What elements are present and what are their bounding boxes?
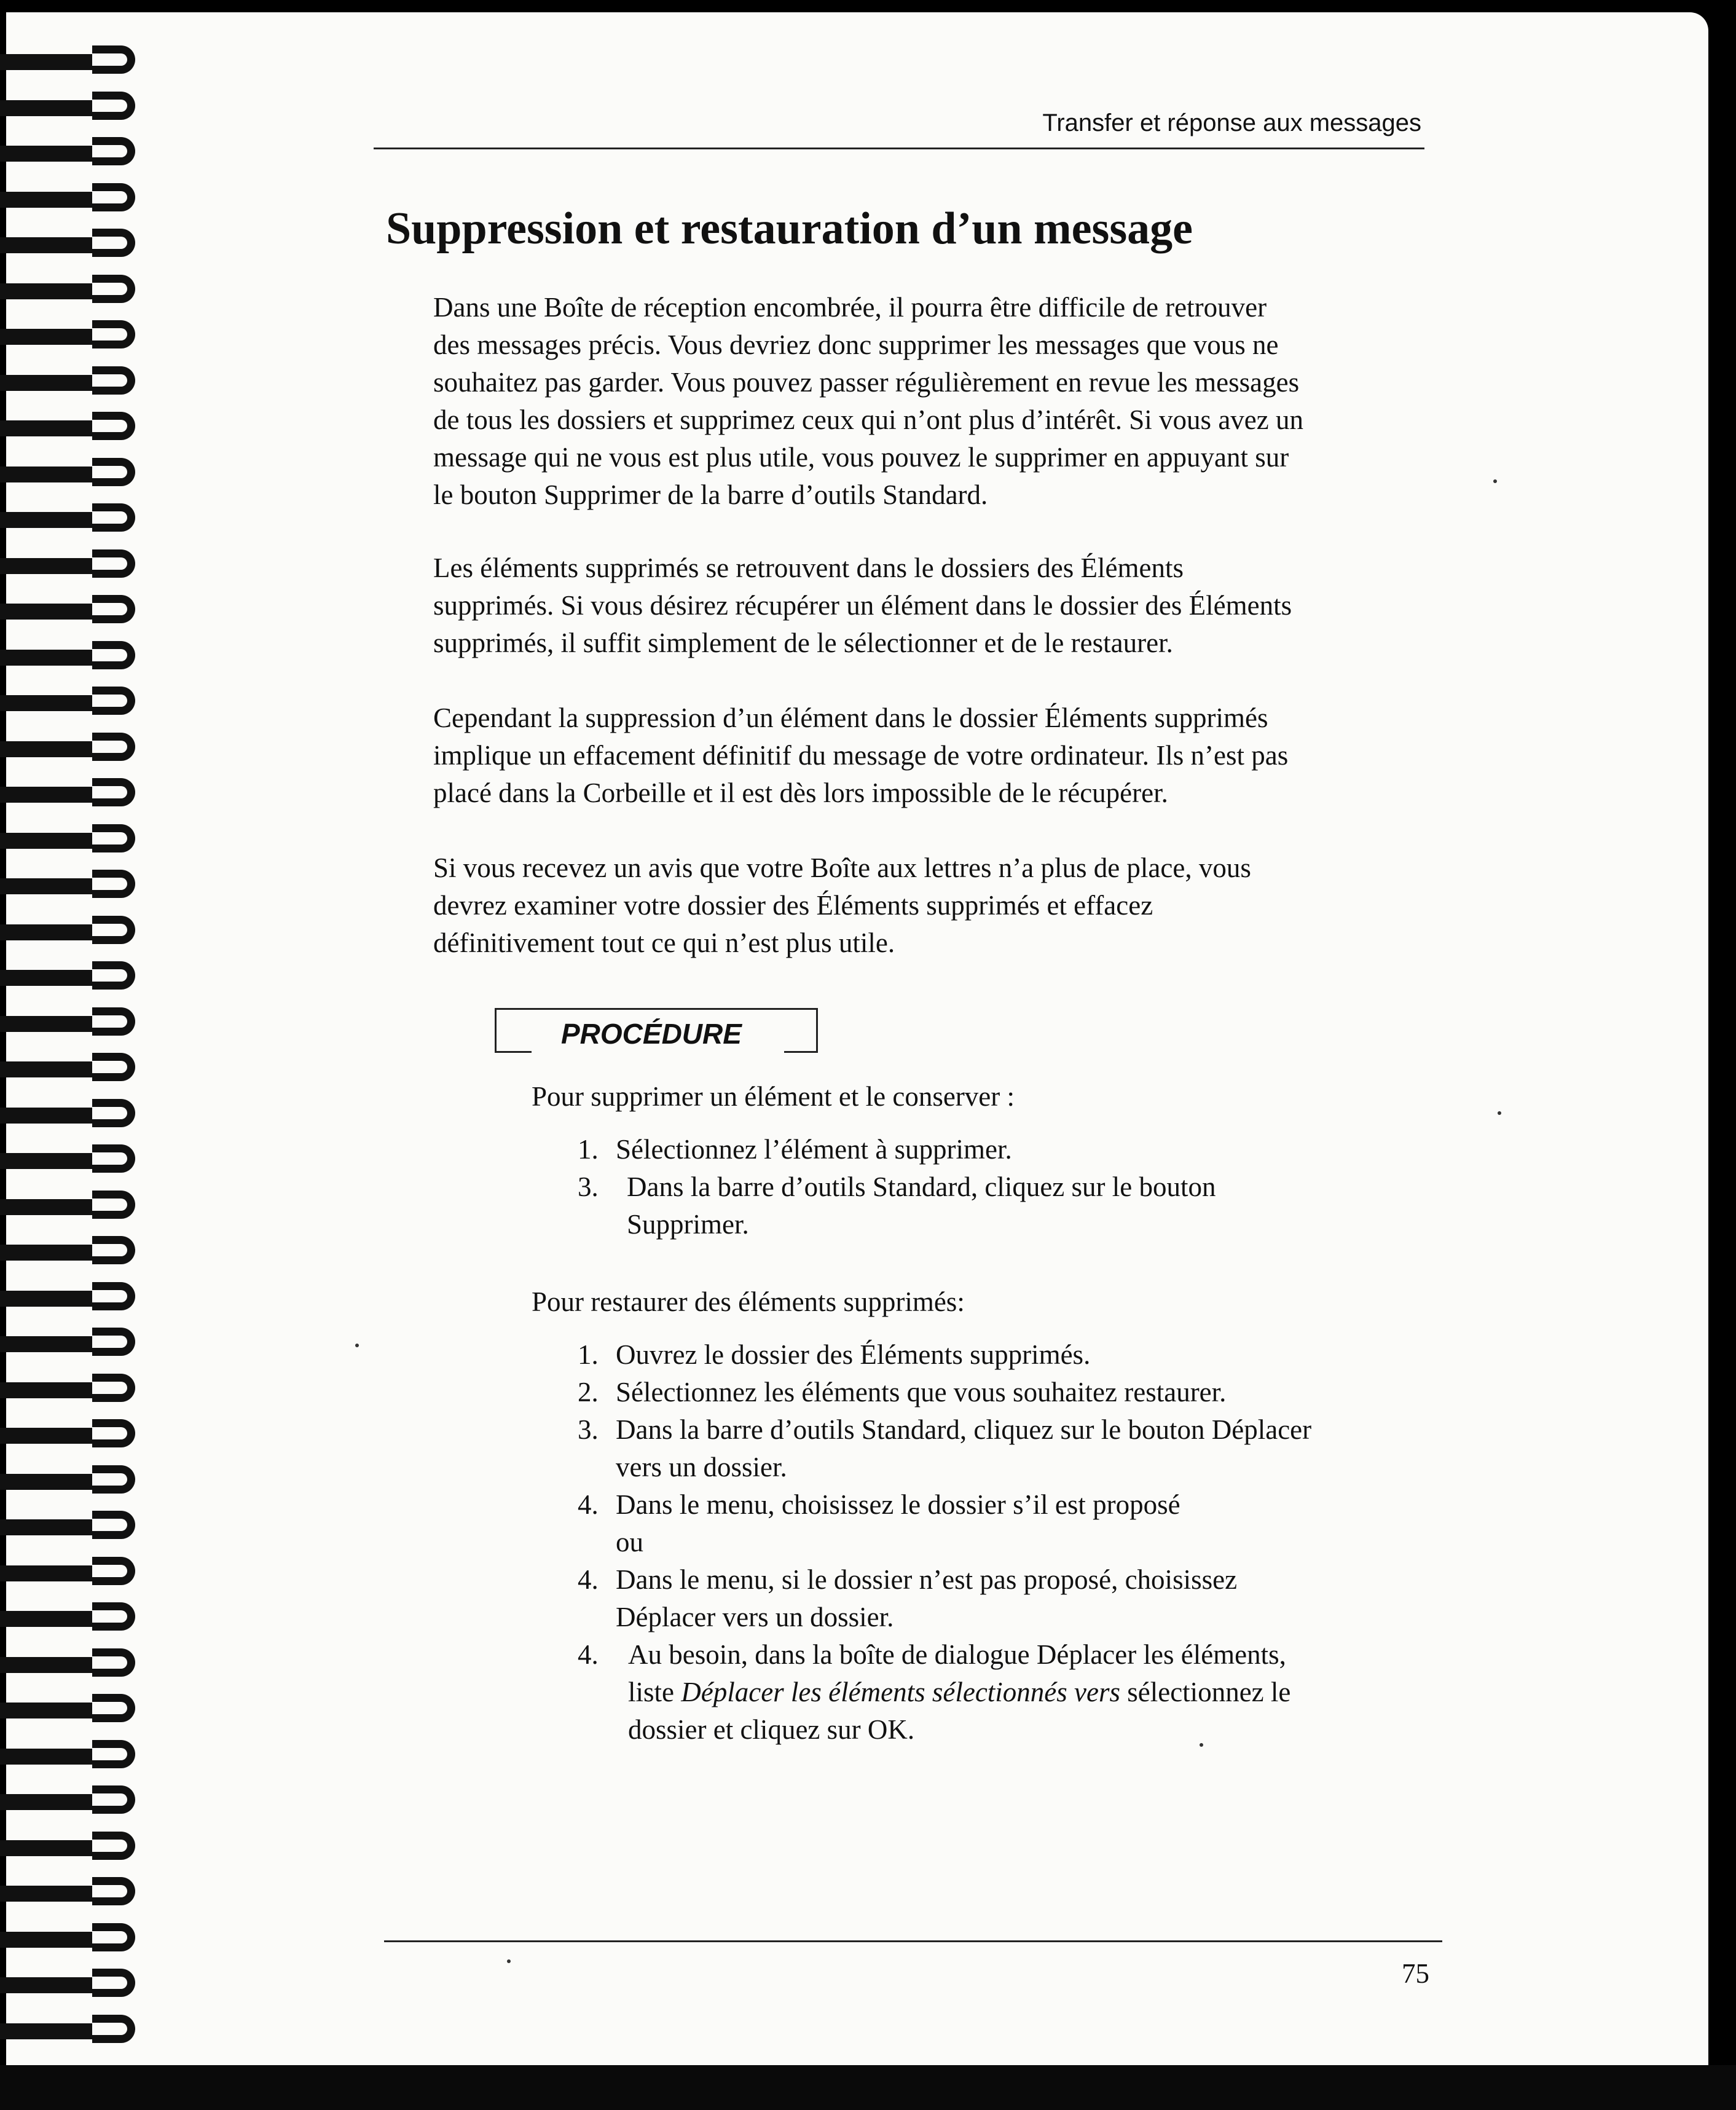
coil-hook xyxy=(92,1053,135,1081)
step-number: 1. xyxy=(578,1134,599,1165)
coil-bar xyxy=(0,787,92,803)
scan-speck xyxy=(507,1959,511,1963)
step-number: 3. xyxy=(578,1171,599,1202)
spiral-coil xyxy=(0,1188,154,1225)
coil-hook xyxy=(92,320,135,348)
coil-hook xyxy=(92,503,135,532)
spiral-coil xyxy=(0,272,154,309)
italic-text-run: Déplacer les éléments sélectionnés vers xyxy=(681,1677,1120,1707)
text-line: le bouton Supprimer de la barre d’outils Standard. xyxy=(433,479,988,510)
coil-bar xyxy=(0,970,92,986)
coil-bar xyxy=(0,1703,92,1718)
procedure-label: PROCÉDURE xyxy=(561,1018,742,1050)
header-rule xyxy=(374,148,1424,149)
text-line: Si vous recevez un avis que votre Boîte aux lettres n’a plus de place, vous xyxy=(433,852,1251,883)
step-number: 4. xyxy=(578,1489,599,1520)
coil-bar xyxy=(0,512,92,528)
coil-bar xyxy=(0,1565,92,1581)
coil-hook xyxy=(92,961,135,990)
spiral-coil xyxy=(0,959,154,996)
coil-bar xyxy=(0,2023,92,2039)
spiral-coil xyxy=(0,730,154,767)
coil-bar xyxy=(0,1245,92,1261)
step-number: 4. xyxy=(578,1564,599,1595)
coil-bar xyxy=(0,1657,92,1673)
text-line: des messages précis. Vous devriez donc supprimer les messages que vous ne xyxy=(433,329,1279,360)
spiral-coil xyxy=(0,1280,154,1317)
coil-hook xyxy=(92,549,135,578)
step-text xyxy=(628,1636,1290,1674)
coil-bar xyxy=(0,604,92,620)
coil-bar xyxy=(0,1061,92,1077)
coil-bar xyxy=(0,1977,92,1993)
text-line: Dans une Boîte de réception encombrée, il pourra être difficile de retrouver xyxy=(433,292,1267,323)
coil-bar xyxy=(0,1108,92,1124)
text-run: sélectionnez le xyxy=(1120,1677,1291,1707)
coil-hook xyxy=(92,1694,135,1722)
text-line: supprimés. Si vous désirez récupérer un élément dans le dossier des Éléments xyxy=(433,590,1292,621)
text-line: supprimés, il suffit simplement de le sélectionner et de le restaurer. xyxy=(433,628,1173,658)
spiral-binding xyxy=(0,43,154,2041)
coil-hook xyxy=(92,1511,135,1539)
step-number: 4. xyxy=(578,1639,599,1670)
coil-bar xyxy=(0,741,92,757)
text-line: de tous les dossiers et supprimez ceux qui n’ont plus d’intérêt. Si vous avez un xyxy=(433,404,1303,435)
scan-speck xyxy=(1200,1743,1203,1747)
coil-hook xyxy=(92,1969,135,1997)
coil-hook xyxy=(92,1602,135,1631)
step-text: Dans la barre d’outils Standard, cliquez sur le bouton xyxy=(627,1171,1216,1202)
coil-bar xyxy=(0,878,92,894)
step-text: Supprimer. xyxy=(627,1209,749,1240)
spiral-coil xyxy=(0,1646,154,1683)
spiral-coil xyxy=(0,1600,154,1637)
spiral-coil xyxy=(0,364,154,401)
text-line: devrez examiner votre dossier des Éléments supprimés et effacez xyxy=(433,890,1153,921)
spiral-coil xyxy=(0,1554,154,1591)
text-run: liste xyxy=(628,1677,681,1707)
coil-bar xyxy=(0,833,92,849)
coil-hook xyxy=(92,687,135,715)
coil-hook xyxy=(92,1328,135,1356)
coil-bar xyxy=(0,1474,92,1490)
coil-bar xyxy=(0,558,92,574)
spiral-coil xyxy=(0,1417,154,1454)
running-header: Transfer et réponse aux messages xyxy=(1042,109,1421,136)
coil-hook xyxy=(92,229,135,257)
page-title: Suppression et restauration d’un message xyxy=(386,203,1193,254)
coil-bar xyxy=(0,1382,92,1398)
step-text xyxy=(628,1674,1290,1711)
coil-hook xyxy=(92,1785,135,1814)
delete-intro: Pour supprimer un élément et le conserver : xyxy=(532,1081,1015,1112)
spiral-coil xyxy=(0,822,154,859)
coil-hook xyxy=(92,366,135,395)
coil-bar xyxy=(0,1611,92,1627)
step-text xyxy=(628,1711,1290,1749)
coil-bar xyxy=(0,283,92,299)
spiral-coil xyxy=(0,1371,154,1408)
spiral-coil xyxy=(0,1783,154,1820)
coil-bar xyxy=(0,1153,92,1169)
step-number: 1. xyxy=(578,1339,599,1370)
coil-hook xyxy=(92,137,135,165)
spiral-coil xyxy=(0,867,154,904)
coil-bar xyxy=(0,420,92,436)
paragraph-4 xyxy=(433,849,1435,962)
coil-bar xyxy=(0,1336,92,1352)
box-rule xyxy=(495,1051,532,1053)
text-line: Les éléments supprimés se retrouvent dans le dossiers des Éléments xyxy=(433,553,1184,583)
coil-hook xyxy=(92,1007,135,1036)
coil-hook xyxy=(92,1191,135,1219)
text-line: Cependant la suppression d’un élément dans le dossier Éléments supprimés xyxy=(433,703,1268,733)
coil-bar xyxy=(0,650,92,666)
coil-bar xyxy=(0,146,92,162)
coil-hook xyxy=(92,1144,135,1173)
spiral-coil xyxy=(0,455,154,492)
spiral-coil xyxy=(0,181,154,218)
spiral-coil xyxy=(0,501,154,538)
step-number: 2. xyxy=(578,1377,599,1407)
coil-hook xyxy=(92,1282,135,1310)
step-text: Ouvrez le dossier des Éléments supprimés. xyxy=(616,1339,1091,1370)
step-text: vers un dossier. xyxy=(616,1452,787,1482)
coil-bar xyxy=(0,100,92,116)
step-text: Sélectionnez les éléments que vous souhaitez restaurer. xyxy=(616,1377,1227,1407)
text-line: souhaitez pas garder. Vous pouvez passer régulièrement en revue les messages xyxy=(433,367,1300,398)
spiral-coil xyxy=(0,639,154,675)
spiral-coil xyxy=(0,135,154,171)
spiral-coil xyxy=(0,1050,154,1087)
coil-hook xyxy=(92,2015,135,2043)
coil-hook xyxy=(92,778,135,806)
spiral-coil xyxy=(0,684,154,721)
coil-bar xyxy=(0,1749,92,1765)
spiral-coil xyxy=(0,1142,154,1179)
coil-hook xyxy=(92,595,135,623)
coil-hook xyxy=(92,824,135,852)
text-line: message qui ne vous est plus utile, vous pouvez le supprimer en appuyant sur xyxy=(433,442,1289,473)
step-text: Dans le menu, choisissez le dossier s’il est proposé xyxy=(616,1489,1180,1520)
coil-bar xyxy=(0,1428,92,1444)
coil-bar xyxy=(0,375,92,391)
step-number: 3. xyxy=(578,1414,599,1445)
paragraph-1 xyxy=(433,289,1435,514)
page-bottom-edge xyxy=(0,2065,1736,2110)
coil-hook xyxy=(92,1832,135,1860)
coil-bar xyxy=(0,192,92,208)
scan-speck xyxy=(1498,1111,1501,1115)
spiral-coil xyxy=(0,913,154,950)
text-line: implique un effacement définitif du message de votre ordinateur. Ils n’est pas xyxy=(433,740,1289,771)
coil-hook xyxy=(92,870,135,898)
spiral-coil xyxy=(0,1875,154,1911)
coil-bar xyxy=(0,924,92,940)
coil-hook xyxy=(92,1099,135,1127)
coil-hook xyxy=(92,412,135,440)
step-text: Déplacer vers un dossier. xyxy=(616,1602,894,1632)
step-text: Dans la barre d’outils Standard, cliquez sur le bouton Déplacer xyxy=(616,1414,1312,1445)
footer-rule xyxy=(384,1940,1442,1942)
coil-hook xyxy=(92,916,135,944)
spiral-coil xyxy=(0,1691,154,1728)
coil-bar xyxy=(0,695,92,711)
spiral-coil xyxy=(0,1234,154,1270)
spiral-coil xyxy=(0,1738,154,1774)
restore-intro: Pour restaurer des éléments supprimés: xyxy=(532,1286,965,1317)
coil-hook xyxy=(92,641,135,669)
coil-bar xyxy=(0,1291,92,1307)
coil-bar xyxy=(0,466,92,482)
text-run: dossier et cliquez sur OK. xyxy=(628,1714,915,1745)
coil-bar xyxy=(0,1016,92,1032)
coil-hook xyxy=(92,1465,135,1494)
page-edge xyxy=(1708,0,1736,2110)
paragraph-3 xyxy=(433,699,1435,812)
step-text: Dans le menu, si le dossier n’est pas proposé, choisissez xyxy=(616,1564,1238,1595)
spiral-coil xyxy=(0,43,154,80)
spiral-coil xyxy=(0,776,154,813)
spiral-coil xyxy=(0,1325,154,1362)
procedure-heading-box xyxy=(495,1008,818,1053)
spiral-coil xyxy=(0,1005,154,1042)
coil-hook xyxy=(92,1923,135,1951)
spiral-coil xyxy=(0,226,154,263)
spiral-coil xyxy=(0,1829,154,1866)
coil-hook xyxy=(92,1648,135,1677)
coil-hook xyxy=(92,45,135,74)
coil-hook xyxy=(92,275,135,303)
coil-bar xyxy=(0,237,92,253)
text-line: placé dans la Corbeille et il est dès lors impossible de le récupérer. xyxy=(433,777,1168,808)
coil-bar xyxy=(0,1840,92,1856)
page-number: 75 xyxy=(1402,1958,1429,1989)
text-line: définitivement tout ce qui n’est plus utile. xyxy=(433,927,895,958)
spiral-coil xyxy=(0,592,154,629)
spiral-coil xyxy=(0,318,154,355)
spiral-coil xyxy=(0,1508,154,1545)
coil-hook xyxy=(92,92,135,120)
coil-hook xyxy=(92,1557,135,1585)
spiral-coil xyxy=(0,1096,154,1133)
coil-hook xyxy=(92,458,135,486)
spiral-coil xyxy=(0,1966,154,2003)
coil-bar xyxy=(0,1886,92,1902)
coil-bar xyxy=(0,1932,92,1948)
coil-bar xyxy=(0,1519,92,1535)
text-run: Au besoin, dans la boîte de dialogue Déplacer les éléments, xyxy=(628,1639,1286,1670)
coil-hook xyxy=(92,183,135,211)
spiral-coil xyxy=(0,1921,154,1958)
coil-hook xyxy=(92,1374,135,1402)
paragraph-2 xyxy=(433,549,1435,662)
coil-hook xyxy=(92,1740,135,1768)
scan-speck xyxy=(355,1344,359,1347)
coil-bar xyxy=(0,1794,92,1810)
step-text: ou xyxy=(616,1527,643,1557)
coil-bar xyxy=(0,54,92,70)
spiral-coil xyxy=(0,2012,154,2049)
coil-bar xyxy=(0,329,92,345)
coil-hook xyxy=(92,1419,135,1447)
spiral-coil xyxy=(0,409,154,446)
spiral-coil xyxy=(0,1463,154,1500)
coil-hook xyxy=(92,1877,135,1905)
spiral-coil xyxy=(0,89,154,126)
step-text: Sélectionnez l’élément à supprimer. xyxy=(616,1134,1012,1165)
coil-bar xyxy=(0,1199,92,1215)
spiral-coil xyxy=(0,547,154,584)
coil-hook xyxy=(92,1236,135,1264)
coil-hook xyxy=(92,733,135,761)
box-rule xyxy=(784,1051,818,1053)
scan-speck xyxy=(1493,479,1497,483)
